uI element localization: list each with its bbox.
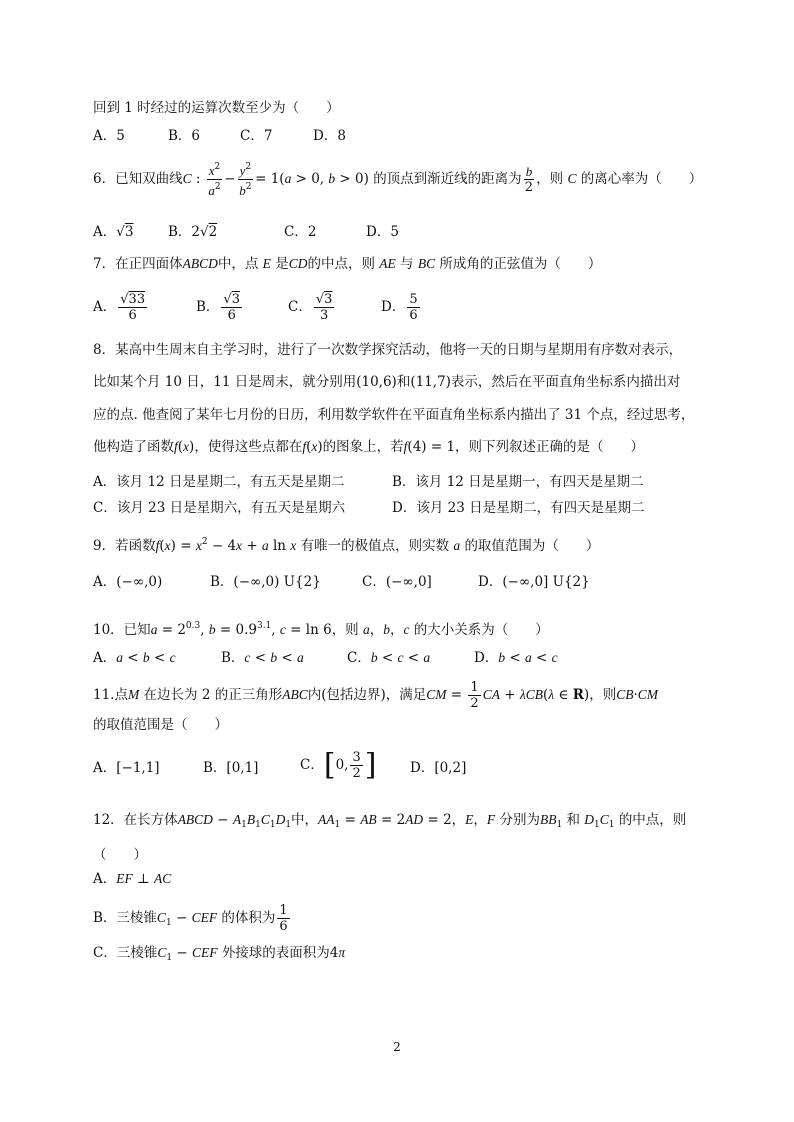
q8-line2: 比如某个月 10 日，11 日是周末，就分别用(10,6)和(11,7)表示，然后在平面直角坐标系内描出对 <box>93 374 681 390</box>
q9-stem: 9．若函数$f(x) = x^2 - 4x + a$ ln x 有唯一的极值点，则实数 a 的取值范围为（ ） <box>93 537 600 554</box>
q8-option-d: D．该月 23 日是星期二，有四天是星期二 <box>392 500 645 516</box>
q6-frac-y: $\frac{y^2}{b^2}$ <box>239 162 252 198</box>
q9-option-b: B．(−∞,0) U{2} <box>210 574 321 590</box>
q6-end2: 的离心率为（ ） <box>580 171 703 187</box>
q7-p4: 与 <box>400 256 414 272</box>
q5-option-c: C．7 <box>240 128 273 144</box>
q10-option-d: D．b < a < c <box>474 650 558 666</box>
q8-option-c: C．该月 23 日是星期六，有五天是星期六 <box>93 500 346 516</box>
q6-end: ，则 <box>536 171 564 187</box>
q7-option-d: D． $\frac{5}{6}$ <box>381 292 418 323</box>
q11-option-b: B．[0,1] <box>203 760 259 776</box>
q8-line4: 他构造了函数f(x)，使得这些点都在f(x)的图象上，若f(4) = 1，则下列叙述正确的是（ ） <box>93 439 645 455</box>
q5-option-d: D．8 <box>313 128 346 144</box>
page-number: 2 <box>393 1040 401 1054</box>
q8-option-b: B．该月 12 日是星期一，有四天是星期二 <box>392 474 644 490</box>
q11-option-a: A．[−1,1] <box>93 760 160 776</box>
q11-option-c: C．[0, $\frac{3}{2}$ ] <box>300 747 377 783</box>
q10-option-b: B．c < b < a <box>221 650 304 666</box>
q10-option-a: A．a < b < c <box>93 650 176 666</box>
q7-option-c: C． $\frac{√3}{3}$ <box>288 292 333 323</box>
q12-option-a: A．EF ⊥ AC <box>93 871 172 887</box>
q11-stem: 11.点M 在边长为 2 的正三角形ABC内(包括边界)，满足CM = $\frac{1}{2}$ CA + λCB(λ ∈ R)，则CB·CM <box>93 680 659 711</box>
q7-p3: 的中点，则 <box>307 256 375 272</box>
q9-option-c: C．(−∞,0] <box>362 574 432 590</box>
q12-stem: 12．在长方体ABCD − $A_1B_1C_1D_1$中，$AA_1$ = AB = 2AD = 2，E，F 分别为$BB_1$ 和 $D_1C_1$ 的中点，则 <box>93 812 687 830</box>
q12-option-b: B．三棱锥$C_1$ − CEF 的体积为 $\frac{1}{6}$ <box>93 903 288 934</box>
q6-option-c: C．2 <box>284 224 317 240</box>
q7-p2: 是 <box>275 256 289 272</box>
q7-option-a: A． $\frac{√33}{6}$ <box>93 292 146 323</box>
q6-frac-b2: $\frac{b}{2}$ <box>524 164 534 195</box>
q7-option-b: B． $\frac{√3}{6}$ <box>196 292 240 323</box>
q7-stem: 7．在正四面体ABCD中，点 E 是CD的中点，则 AE 与 BC 所成角的正弦值为（ ） <box>93 256 602 272</box>
q12-option-c: C．三棱锥$C_1$ − CEF 外接球的表面积为4π <box>93 945 346 963</box>
q10-stem: 10．已知$a = 2^{0.3}$, $b = 0.9^{3.1}$, c = ln 6，则 a，b，c 的大小关系为（ ） <box>93 621 549 638</box>
q6-frac-x: $\frac{x^2}{a^2}$ <box>208 162 221 198</box>
q7-p1: 中，点 <box>217 256 259 272</box>
q6-option-a: A．√3 <box>93 224 134 240</box>
q6-stem: 6．已知双曲线C : $\frac{x^2}{a^2}$ − $\frac{y^2}{b^2}$ = 1(a > 0, b > 0) 的顶点到渐近线的距离为 $\frac{b}{2}$ ，则 C 的离心率为（ ） <box>93 162 703 198</box>
q5-tail: 回到 1 时经过的运算次数至少为（ ） <box>93 100 340 116</box>
q6-number: 6．已知双曲线 <box>93 171 183 187</box>
q7-p5: 所成角的正弦值为（ ） <box>439 256 602 272</box>
q6-option-b: B．2√2 <box>168 224 218 240</box>
q5-option-a: A．5 <box>93 128 125 144</box>
q12-paren: （ ） <box>93 847 147 863</box>
q6-mid: 的顶点到渐近线的距离为 <box>373 171 522 187</box>
q10-option-c: C．b < c < a <box>347 650 431 666</box>
q11-line2: 的取值范围是（ ） <box>93 717 228 733</box>
q8-line1: 8．某高中生周末自主学习时，进行了一次数学探究活动，他将一天的日期与星期用有序数对表示， <box>93 342 683 358</box>
q8-line3: 应的点. 他查阅了某年七月份的日历，利用数学软件在平面直角坐标系内描出了 31 个点，经过思考， <box>93 407 695 423</box>
q8-option-a: A．该月 12 日是星期二，有五天是星期二 <box>93 474 345 490</box>
q9-option-d: D．(−∞,0] U{2} <box>478 574 590 590</box>
q7-number: 7．在正四面体 <box>93 256 183 272</box>
q5-option-b: B．6 <box>168 128 201 144</box>
q11-option-d: D．[0,2] <box>410 760 467 776</box>
q6-option-d: D．5 <box>366 224 399 240</box>
q9-option-a: A．(−∞,0) <box>93 574 163 590</box>
